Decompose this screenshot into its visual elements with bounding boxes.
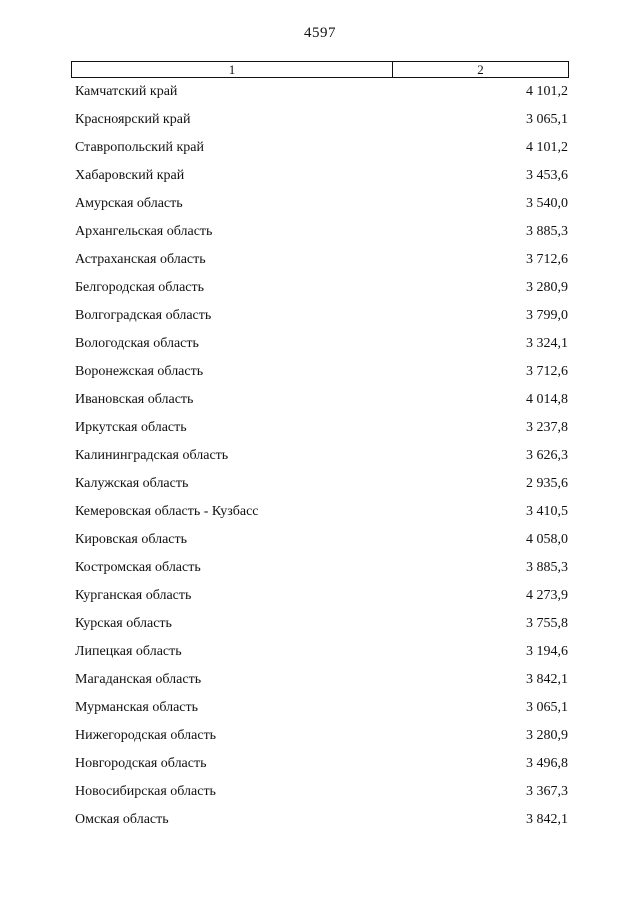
table-row <box>75 420 568 448</box>
region-name: Калининградская область <box>75 448 229 463</box>
table-row <box>75 280 568 308</box>
region-value: 3 065,1 <box>526 112 568 127</box>
region-value: 3 626,3 <box>526 448 568 463</box>
region-name: Липецкая область <box>75 644 182 659</box>
region-name: Мурманская область <box>75 700 199 715</box>
column-header-2: 2 <box>477 62 484 77</box>
table-row <box>75 588 568 616</box>
region-name: Камчатский край <box>75 84 178 99</box>
region-value: 3 237,8 <box>526 420 568 435</box>
table-row <box>75 196 568 224</box>
table-row <box>75 532 568 560</box>
table-header <box>71 61 569 78</box>
region-name: Новгородская область <box>75 756 207 771</box>
table-row <box>75 168 568 196</box>
table-row <box>75 308 568 336</box>
region-value: 3 799,0 <box>526 308 568 323</box>
region-value: 3 885,3 <box>526 224 568 239</box>
table-row <box>75 364 568 392</box>
region-value: 3 324,1 <box>526 336 568 351</box>
table-row <box>75 560 568 588</box>
region-name: Омская область <box>75 812 169 827</box>
region-value: 3 410,5 <box>526 504 568 519</box>
region-value: 3 712,6 <box>526 364 568 379</box>
region-name: Магаданская область <box>75 672 202 687</box>
region-value: 3 842,1 <box>526 812 568 827</box>
region-value: 2 935,6 <box>526 476 568 491</box>
region-name: Ставропольский край <box>75 140 204 155</box>
region-value: 3 280,9 <box>526 728 568 743</box>
region-name: Красноярский край <box>75 112 191 127</box>
table-row <box>75 644 568 672</box>
region-value: 3 280,9 <box>526 280 568 295</box>
table-body <box>75 84 568 840</box>
table-row <box>75 812 568 840</box>
region-name: Кемеровская область - Кузбасс <box>75 504 259 519</box>
region-value: 3 453,6 <box>526 168 568 183</box>
region-value: 3 885,3 <box>526 560 568 575</box>
table-row <box>75 756 568 784</box>
table-row <box>75 700 568 728</box>
region-name: Вологодская область <box>75 336 199 351</box>
table-row <box>75 224 568 252</box>
table-row <box>75 140 568 168</box>
table-row <box>75 672 568 700</box>
region-name: Нижегородская область <box>75 728 217 743</box>
region-value: 3 755,8 <box>526 616 568 631</box>
page-number: 4597 <box>304 25 336 41</box>
region-value: 4 273,9 <box>526 588 568 603</box>
region-name: Новосибирская область <box>75 784 216 799</box>
table-row <box>75 392 568 420</box>
region-name: Хабаровский край <box>75 168 185 183</box>
region-name: Кировская область <box>75 532 188 547</box>
region-value: 3 540,0 <box>526 196 568 211</box>
region-name: Курская область <box>75 616 172 631</box>
region-value: 4 101,2 <box>526 140 568 155</box>
region-name: Волгоградская область <box>75 308 212 323</box>
table-row <box>75 784 568 812</box>
region-value: 3 065,1 <box>526 700 568 715</box>
region-name: Курганская область <box>75 588 192 603</box>
region-name: Ивановская область <box>75 392 194 407</box>
region-name: Белгородская область <box>75 280 205 295</box>
table-row <box>75 112 568 140</box>
table-row <box>75 616 568 644</box>
region-name: Воронежская область <box>75 364 204 379</box>
region-value: 3 194,6 <box>526 644 568 659</box>
region-name: Архангельская область <box>75 224 213 239</box>
table-row <box>75 252 568 280</box>
region-name: Калужская область <box>75 476 189 491</box>
column-header-1: 1 <box>72 62 393 77</box>
region-name: Иркутская область <box>75 420 187 435</box>
region-name: Амурская область <box>75 196 183 211</box>
region-value: 3 842,1 <box>526 672 568 687</box>
table-row <box>75 84 568 112</box>
region-name: Костромская область <box>75 560 201 575</box>
table-row <box>75 728 568 756</box>
region-value: 4 101,2 <box>526 84 568 99</box>
region-value: 3 367,3 <box>526 784 568 799</box>
region-value: 4 014,8 <box>526 392 568 407</box>
region-value: 3 496,8 <box>526 756 568 771</box>
table-row <box>75 448 568 476</box>
table-row <box>75 476 568 504</box>
table-row <box>75 504 568 532</box>
region-name: Астраханская область <box>75 252 206 267</box>
table-row <box>75 336 568 364</box>
region-value: 3 712,6 <box>526 252 568 267</box>
region-value: 4 058,0 <box>526 532 568 547</box>
